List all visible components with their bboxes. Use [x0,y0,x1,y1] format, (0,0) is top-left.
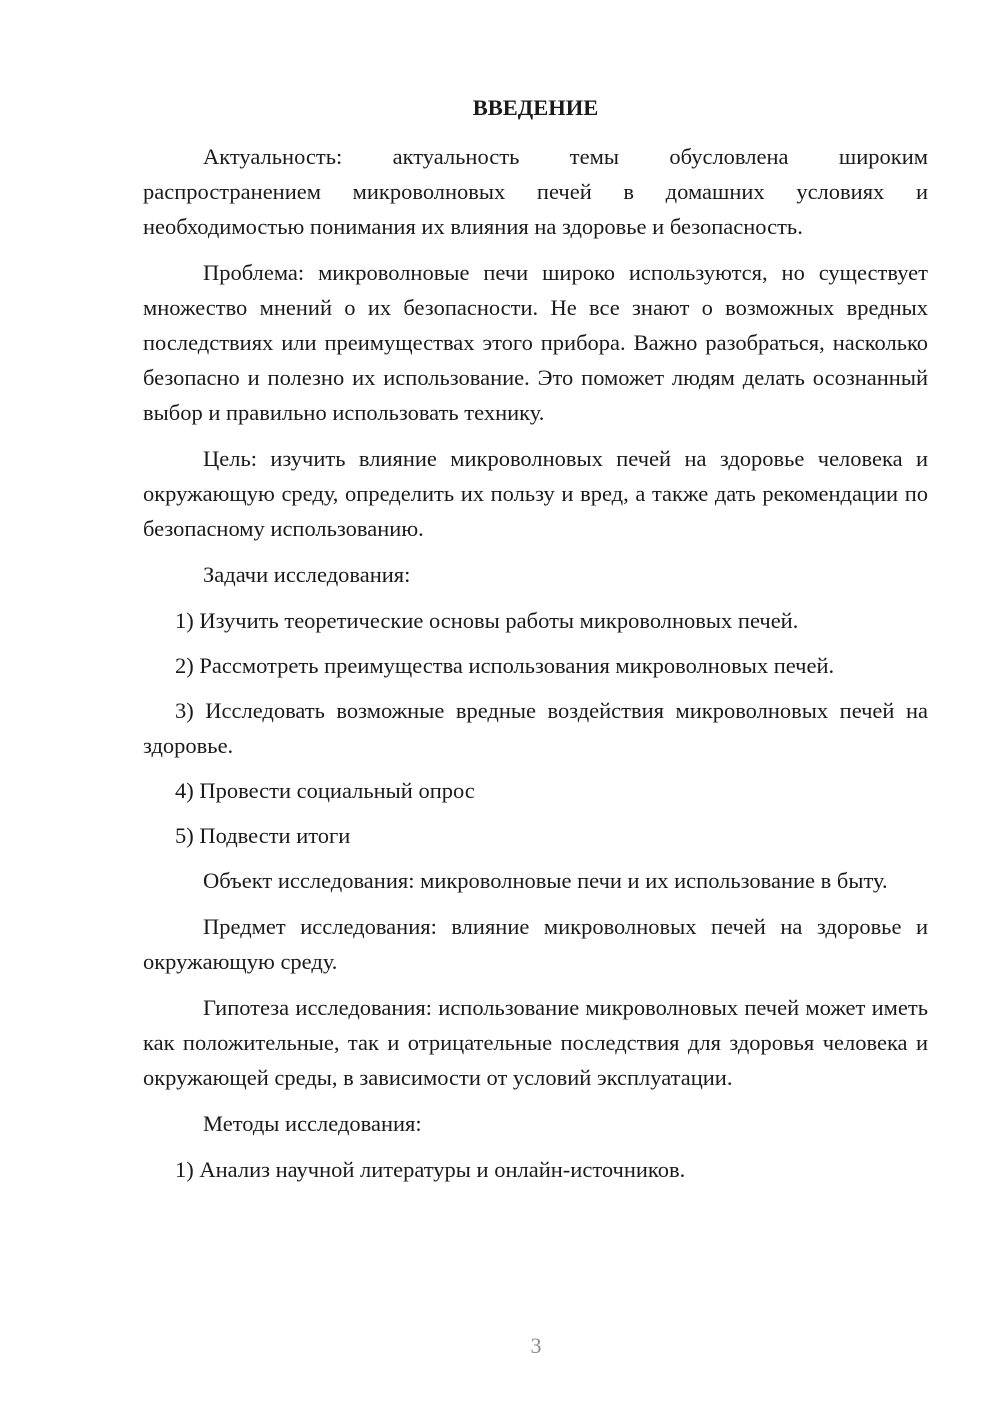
page-content [143,90,928,1197]
task-item: 5) Подвести итоги [175,823,351,848]
object-paragraph: Объект исследования: микроволновые печи и их использование в быту. [203,868,888,893]
tasks-title: Задачи исследования: [203,562,411,587]
problem-paragraph: Проблема: микроволновые печи широко используются, но существует множество мнений о их безопасности. Не все знают о возможных вредных последствиях или преимуществах этого прибора. Важно разобраться, насколько безопасно и полезно их использование. Это поможет людям делать осознанный выбор и правильно использовать технику. [143,260,928,425]
task-item: 2) Рассмотреть преимущества использования микроволновых печей. [175,653,835,678]
task-item: 3) Исследовать возможные вредные воздействия микроволновых печей на здоровье. [143,698,928,758]
page-heading: ВВЕДЕНИЕ [472,95,599,120]
task-item: 4) Провести социальный опрос [175,778,475,803]
page-number: 3 [530,1333,542,1358]
relevance-paragraph: Актуальность: актуальность темы обусловлена широким распространением микроволновых печей в домашних условиях и необходимостью понимания их влияния на здоровье и безопасность. [143,144,928,239]
method-item: 1) Анализ научной литературы и онлайн-источников. [175,1157,686,1182]
goal-paragraph: Цель: изучить влияние микроволновых печей на здоровье человека и окружающую среду, определить их пользу и вред, а также дать рекомендации по безопасному использованию. [143,446,928,541]
task-item: 1) Изучить теоретические основы работы микроволновых печей. [175,608,799,633]
methods-title: Методы исследования: [203,1111,422,1136]
hypothesis-paragraph: Гипотеза исследования: использование микроволновых печей может иметь как положительные, так и отрицательные последствия для здоровья человека и окружающей среды, в зависимости от условий эксплуатации. [143,995,928,1090]
subject-paragraph: Предмет исследования: влияние микроволновых печей на здоровье и окружающую среду. [143,914,928,974]
